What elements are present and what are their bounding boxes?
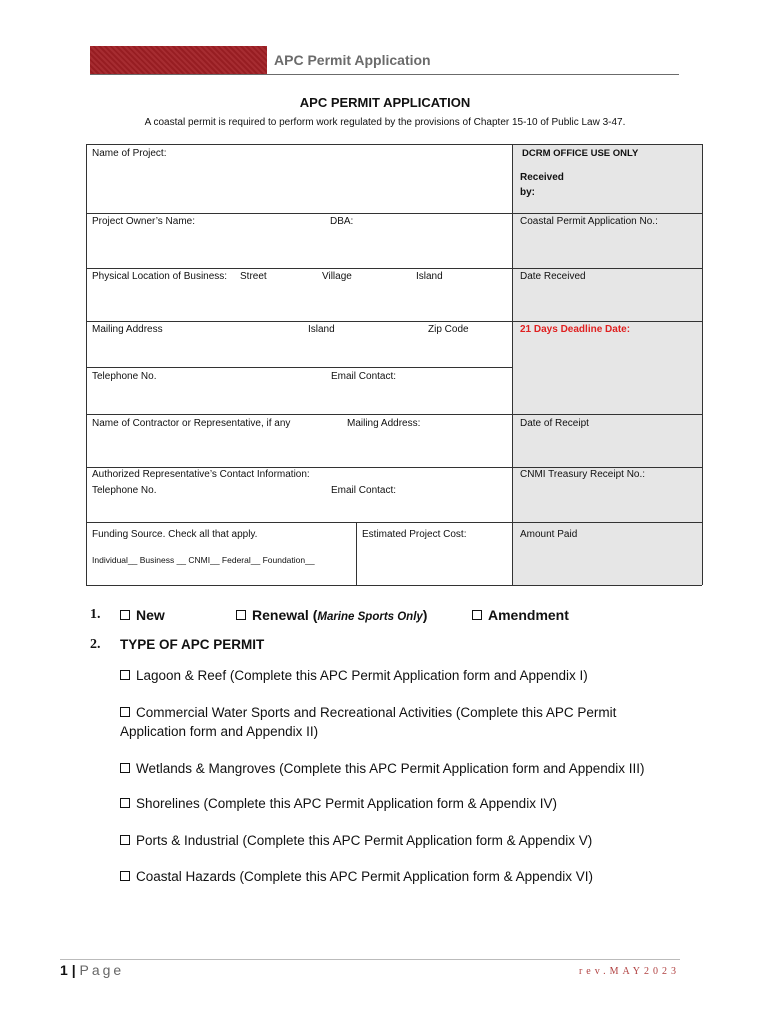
dba-label[interactable]: DBA:: [330, 216, 354, 227]
village-label[interactable]: Village: [322, 271, 352, 282]
ports-industrial-checkbox[interactable]: [120, 835, 130, 845]
row-divider: [86, 367, 512, 368]
project-owner-label[interactable]: Project Owner’s Name:: [92, 216, 195, 227]
page-number-value: 1: [60, 962, 68, 978]
renewal-checkbox[interactable]: [236, 610, 246, 620]
funding-source-label[interactable]: Funding Source. Check all that apply.: [92, 529, 258, 540]
row-divider: [86, 467, 512, 468]
date-of-receipt-label: Date of Receipt: [520, 418, 589, 429]
commercial-water-sports-label: Commercial Water Sports and Recreational Activities (Complete this APC Permit: [136, 705, 617, 720]
funding-cost-divider: [356, 522, 357, 585]
auth-rep-label[interactable]: Authorized Representative’s Contact Information:: [92, 469, 310, 480]
form-subtitle: A coastal permit is required to perform work regulated by the provisions of Chapter 15-10 of Public Law 3-47.: [144, 117, 626, 128]
coastal-hazards-label: Coastal Hazards (Complete this APC Permit Application form & Appendix VI): [136, 869, 593, 884]
amendment-checkbox[interactable]: [472, 610, 482, 620]
page-number: [60, 962, 124, 978]
office-row-divider: [512, 268, 702, 269]
table-border-left: [86, 144, 87, 585]
row-divider: [86, 213, 512, 214]
footer-divider: [60, 959, 680, 960]
header-title: APC Permit Application: [274, 52, 431, 68]
row-divider: [86, 414, 512, 415]
office-row-divider: [512, 414, 702, 415]
permit-type-shorelines[interactable]: [120, 794, 557, 813]
row-divider: [86, 268, 512, 269]
contractor-label[interactable]: Name of Contractor or Representative, if any: [92, 418, 291, 429]
auth-telephone-label[interactable]: Telephone No.: [92, 485, 157, 496]
island-label[interactable]: Island: [416, 271, 443, 282]
mailing-address-label[interactable]: Mailing Address: [92, 324, 163, 335]
amount-paid-label: Amount Paid: [520, 529, 578, 540]
page-separator: |: [71, 962, 76, 978]
header-divider: [90, 74, 679, 75]
renewal-option-label: Renewal (: [252, 607, 318, 623]
renewal-option[interactable]: [236, 607, 427, 623]
received-by-label-line2: by:: [520, 187, 535, 198]
table-column-divider: [512, 144, 513, 585]
table-border-top: [86, 144, 702, 145]
estimated-cost-label[interactable]: Estimated Project Cost:: [362, 529, 467, 540]
office-row-divider: [512, 321, 702, 322]
auth-email-label[interactable]: Email Contact:: [331, 485, 397, 496]
office-use-panel: [512, 144, 702, 585]
new-checkbox[interactable]: [120, 610, 130, 620]
shorelines-label: Shorelines (Complete this APC Permit Application form & Appendix IV): [136, 796, 557, 811]
office-row-divider: [512, 213, 702, 214]
email-contact-label[interactable]: Email Contact:: [331, 371, 397, 382]
office-use-heading: DCRM OFFICE USE ONLY: [522, 148, 639, 159]
treasury-receipt-label: CNMI Treasury Receipt No.:: [520, 469, 646, 480]
lagoon-reef-checkbox[interactable]: [120, 670, 130, 680]
form-title: APC PERMIT APPLICATION: [299, 95, 471, 110]
shorelines-checkbox[interactable]: [120, 798, 130, 808]
row-divider: [86, 321, 512, 322]
permit-type-lagoon-reef[interactable]: [120, 666, 588, 685]
permit-type-ports-industrial[interactable]: [120, 831, 592, 850]
permit-type-commercial-water-sports[interactable]: [120, 703, 616, 722]
office-row-divider: [512, 522, 702, 523]
received-by-label-line1: Received: [520, 172, 564, 183]
table-border-right: [702, 144, 703, 585]
section-1-number: 1.: [90, 607, 101, 622]
page-word: Page: [79, 962, 125, 978]
header-color-bar: [90, 46, 267, 75]
funding-options[interactable]: Individual__ Business __ CNMI__ Federal__ Foundation__: [92, 555, 315, 565]
commercial-water-sports-checkbox[interactable]: [120, 707, 130, 717]
date-received-label: Date Received: [520, 271, 586, 282]
amendment-option[interactable]: [472, 607, 569, 623]
ports-industrial-label: Ports & Industrial (Complete this APC Permit Application form & Appendix V): [136, 833, 593, 848]
street-label[interactable]: Street: [240, 271, 267, 282]
deadline-date-label: 21 Days Deadline Date:: [520, 324, 631, 335]
new-option-label: New: [136, 607, 165, 623]
renewal-note: Marine Sports Only: [317, 611, 423, 623]
new-option[interactable]: [120, 607, 165, 623]
physical-location-label[interactable]: Physical Location of Business:: [92, 271, 228, 282]
mailing-island-label[interactable]: Island: [308, 324, 335, 335]
wetlands-mangroves-label: Wetlands & Mangroves (Complete this APC Permit Application form and Appendix III): [136, 761, 645, 776]
contractor-mailing-label[interactable]: Mailing Address:: [347, 418, 421, 429]
section-2-heading: TYPE OF APC PERMIT: [120, 637, 265, 652]
amendment-option-label: Amendment: [488, 607, 569, 623]
renewal-close: ): [422, 607, 428, 623]
coastal-hazards-checkbox[interactable]: [120, 871, 130, 881]
project-name-label[interactable]: Name of Project:: [92, 148, 167, 159]
permit-number-label: Coastal Permit Application No.:: [520, 216, 658, 227]
section-2-number: 2.: [90, 637, 101, 652]
row-divider: [86, 522, 512, 523]
permit-type-coastal-hazards[interactable]: [120, 867, 593, 886]
office-row-divider: [512, 467, 702, 468]
telephone-label[interactable]: Telephone No.: [92, 371, 157, 382]
permit-type-commercial-water-sports-line2: Application form and Appendix II): [120, 724, 319, 739]
permit-type-wetlands-mangroves[interactable]: [120, 759, 645, 778]
lagoon-reef-label: Lagoon & Reef (Complete this APC Permit Application form and Appendix I): [136, 668, 588, 683]
revision-label: rev.MAY2023: [578, 966, 680, 977]
wetlands-mangroves-checkbox[interactable]: [120, 763, 130, 773]
zip-code-label[interactable]: Zip Code: [428, 324, 469, 335]
table-border-bottom: [86, 585, 702, 586]
